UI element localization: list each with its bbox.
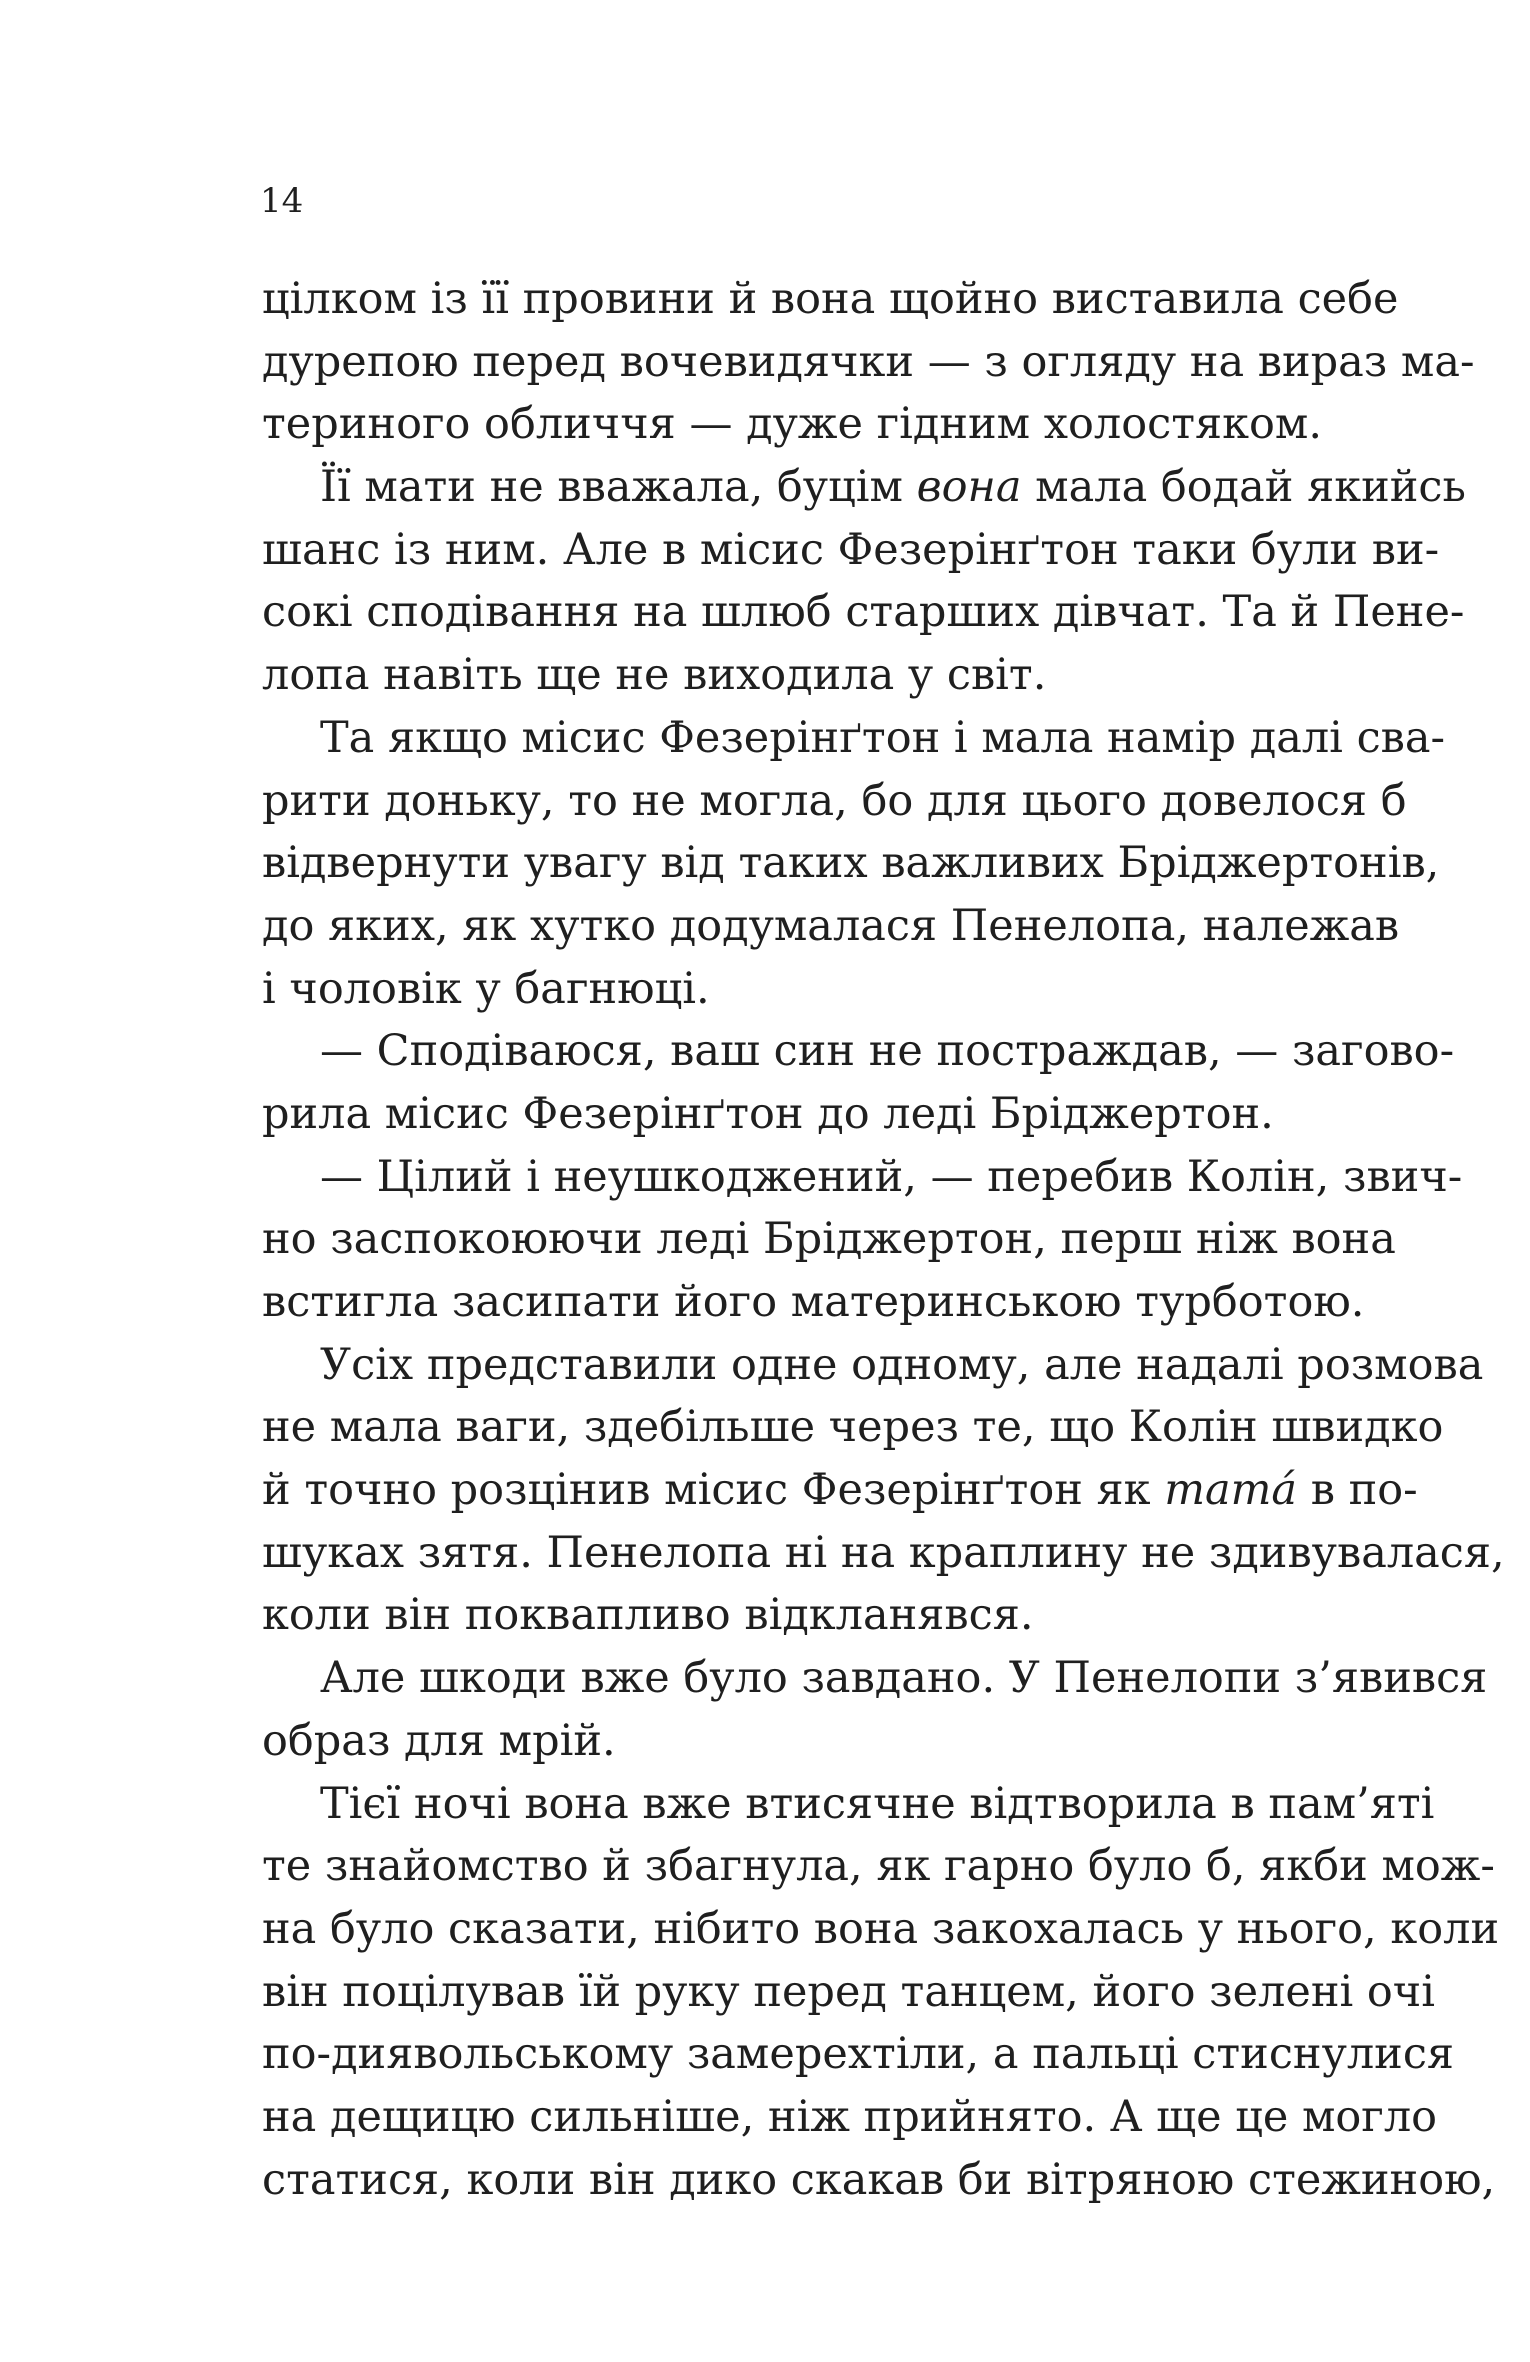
text-line: він поцілував їй руку перед танцем, його зелені очі (262, 1966, 1435, 2017)
text-line: лопа навіть ще не виходила у світ. (262, 650, 1047, 701)
text-line: і чоловік у багнюці. (262, 963, 710, 1014)
text-line: до яких, як хутко додумалася Пенелопа, належав (262, 900, 1400, 951)
text-line: териного обличчя — дуже гідним холостяком. (262, 399, 1322, 450)
text-fragment: Її мати не вважала, буцім (320, 462, 917, 513)
text-line: рила місис Фезерінґтон до леді Бріджертон. (262, 1088, 1274, 1139)
italic-word: тата́ (1164, 1465, 1298, 1516)
text-line: Але шкоди вже було завдано. У Пенелопи з’явився (320, 1653, 1488, 1704)
text-line: Усіх представили одне одному, але надалі розмова (320, 1339, 1484, 1390)
text-line: рити доньку, то не могла, бо для цього довелося б (262, 775, 1407, 826)
text-line (262, 456, 1466, 519)
text-line: не мала ваги, здебільше через те, що Колін швидко (262, 1402, 1444, 1453)
text-line: по-диявольському замерехтіли, а пальці стиснулися (262, 2029, 1455, 2080)
text-line: дурепою перед вочевидячки — з огляду на вираз ма- (262, 336, 1475, 387)
text-line: но заспокоюючи леді Бріджертон, перш ніж вона (262, 1214, 1396, 1265)
italic-word: вона (916, 462, 1022, 513)
text-line: образ для мрій. (262, 1715, 616, 1766)
body-text (262, 268, 1505, 2211)
text-line: шанс із ним. Але в місис Фезерінґтон таки були ви- (262, 524, 1440, 575)
text-line: коли він поквапливо відкланявся. (262, 1590, 1034, 1641)
text-line: — Сподіваюся, ваш син не постраждав, — загово- (320, 1026, 1455, 1077)
text-line: на дещицю сильніше, ніж прийнято. А ще це могло (262, 2091, 1438, 2142)
text-line: встигла засипати його материнською турботою. (262, 1277, 1365, 1327)
text-line: Та якщо місис Фезерінґтон і мала намір далі сва- (320, 712, 1446, 763)
text-line: — Цілий і неушкоджений, — перебив Колін, звич- (320, 1151, 1463, 1202)
text-line: статися, коли він дико скакав би вітряною стежиною, (262, 2154, 1496, 2205)
text-line: Тієї ночі вона вже втисячне відтворила в пам’яті (320, 1778, 1435, 1829)
text-fragment: мала бодай якийсь (1021, 462, 1466, 513)
text-line (262, 1459, 1418, 1522)
text-line: відвернути увагу від таких важливих Бріджертонів, (262, 838, 1440, 889)
text-fragment: в по- (1297, 1465, 1418, 1516)
text-line: шуках зятя. Пенелопа ні на краплину не здивувалася, (262, 1527, 1505, 1578)
text-line: те знайомство й збагнула, як гарно було б, якби мож- (262, 1841, 1495, 1892)
text-line: цілком із її провини й вона щойно виставила себе (262, 274, 1399, 324)
text-line: сокі сподівання на шлюб старших дівчат. Та й Пене- (262, 587, 1465, 638)
page-number: 14 (260, 181, 304, 221)
text-fragment: й точно розцінив місис Фезерінґтон як (262, 1465, 1165, 1516)
text-line: на було сказати, нібито вона закохалась у нього, коли (262, 1903, 1500, 1954)
